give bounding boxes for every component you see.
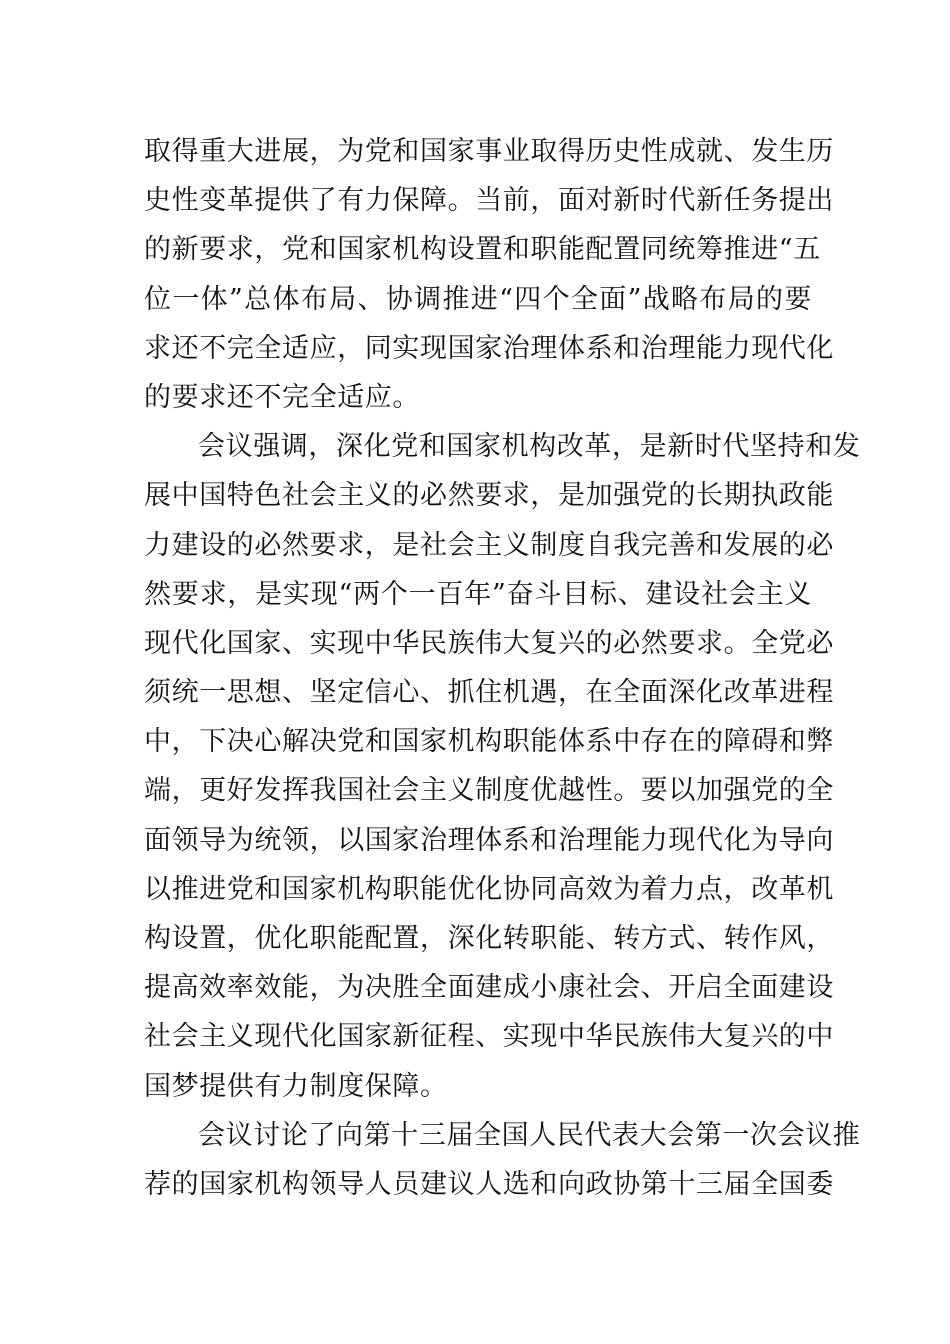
text-line: 构设置，优化职能配置，深化转职能、转方式、转作风， [144,923,834,954]
text-line: 求还不完全适应，同实现国家治理体系和治理能力现代化 [144,332,834,364]
text-line: 的要求还不完全适应。 [144,381,420,413]
text-line: 提高效率效能，为决胜全面建成小康社会、开启全面建设 [144,972,834,1004]
text-line: 史性变革提供了有力保障。当前，面对新时代新任务提出 [144,185,834,217]
text-line: 展中国特色社会主义的必然要求，是加强党的长期执政能 [144,480,834,512]
text-line: 面领导为统领，以国家治理体系和治理能力现代化为导向 [144,824,834,856]
text-line: 国梦提供有力制度保障。 [144,1070,448,1102]
text-line: 位一体”总体布局、协调推进“四个全面”战略布局的要 [144,283,812,315]
text-line: 端，更好发挥我国社会主义制度优越性。要以加强党的全 [144,775,834,807]
text-line: 取得重大进展，为党和国家事业取得历史性成就、发生历 [144,136,834,167]
text-line: 社会主义现代化国家新征程、实现中华民族伟大复兴的中 [144,1021,834,1053]
text-line: 会议讨论了向第十三届全国人民代表大会第一次会议推 [198,1119,861,1151]
text-line: 须统一思想、坚定信心、抓住机遇，在全面深化改革进程 [144,677,834,709]
text-line: 的新要求，党和国家机构设置和职能配置同统筹推进“五 [144,234,821,266]
text-line: 现代化国家、实现中华民族伟大复兴的必然要求。全党必 [144,627,834,659]
text-line: 以推进党和国家机构职能优化协同高效为着力点，改革机 [144,873,834,905]
text-line: 中，下决心解决党和国家机构职能体系中存在的障碍和弊 [144,726,834,758]
body-text [144,127,861,1209]
text-line: 荐的国家机构领导人员建议人选和向政协第十三届全国委 [144,1168,834,1200]
text-line: 会议强调，深化党和国家机构改革，是新时代坚持和发 [198,431,861,463]
text-line: 力建设的必然要求，是社会主义制度自我完善和发展的必 [144,529,834,561]
text-line: 然要求，是实现“两个一百年”奋斗目标、建设社会主义 [144,578,812,610]
